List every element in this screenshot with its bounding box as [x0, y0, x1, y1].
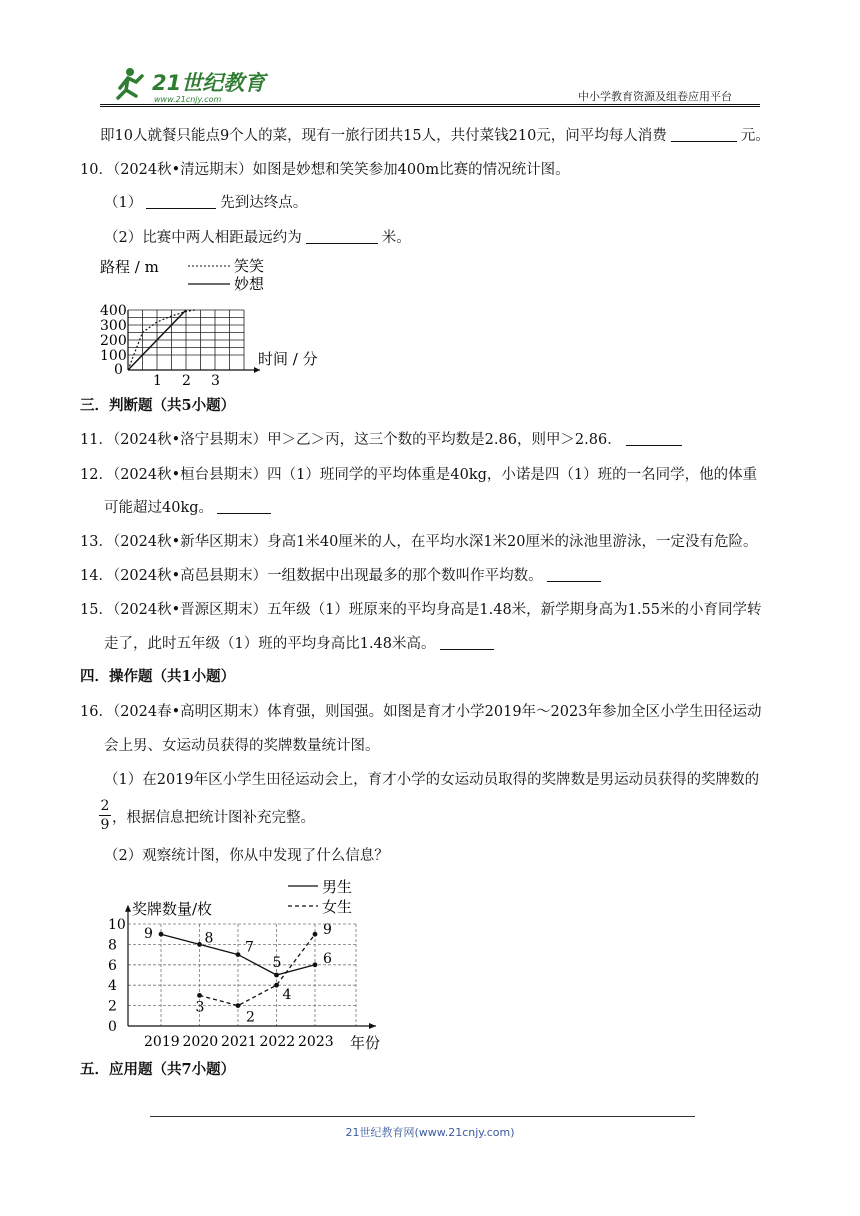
chart2-label-boys: 6 [323, 950, 332, 967]
q10-stem: 10．（2024秋•清远期末）如图是妙想和笑笑参加400m比赛的情况统计图。 [80, 162, 570, 178]
chart2-label-girls: 4 [282, 987, 292, 1004]
q10-part1 [104, 193, 307, 213]
chart2-point-boys [274, 973, 279, 978]
q16-part1-line1: （1）在2019年区小学生田径运动会上，育才小学的女运动员取得的奖牌数是男运动员获得的奖牌数的 [104, 772, 760, 788]
q10-p2-suffix: 米。 [381, 230, 411, 246]
q12-line2-text: 可能超过40kg。 [104, 500, 214, 516]
race-distance-chart [100, 254, 340, 388]
logo-text: 21世纪教育 [152, 71, 266, 95]
chart2-legend-girls-label: 女生 [322, 898, 353, 916]
chart2-point-boys [159, 932, 164, 937]
chart2-x-arrow [369, 1023, 376, 1029]
q12-line1: 12．（2024秋•桓台县期末）四（1）班同学的平均体重是40kg，小诺是四（1）班的一名同学，他的体重 [80, 467, 758, 483]
chart1-x-tick-label: 1 [153, 373, 162, 388]
chart2-y-tick-label: 2 [108, 998, 117, 1015]
chart2-x-tick-label: 2021 [221, 1034, 257, 1050]
chart2-point-girls [236, 1003, 241, 1008]
answer-blank[interactable] [306, 229, 378, 244]
chart2-point-boys [197, 942, 202, 947]
q12-line2 [104, 498, 275, 518]
q15-line1: 15．（2024秋•晋源区期末）五年级（1）班原来的平均身高是1.48米，新学期身高为1.55米的小育同学转 [80, 602, 762, 618]
chart2-label-boys: 7 [245, 939, 254, 956]
q10-p1-prefix: （1） [104, 195, 143, 211]
q11-text: 11．（2024秋•洛宁县期末）甲＞乙＞丙，这三个数的平均数是2.86，则甲＞2.86． [80, 432, 622, 448]
q10-p1-suffix: 先到达终点。 [220, 195, 308, 211]
q14 [80, 566, 605, 586]
q9-tail [100, 126, 770, 146]
chart1-xlabel: 时间 / 分 [258, 350, 318, 368]
chart2-x-tick-label: 2023 [298, 1034, 334, 1050]
fraction-numerator: 2 [100, 798, 110, 814]
chart2-y-tick-label: 4 [108, 978, 117, 995]
chart1-origin: 0 [114, 362, 123, 378]
fraction-two-ninths [98, 798, 112, 833]
q15-line2 [104, 634, 498, 654]
q16-part1-line2: ，根据信息把统计图补充完整。 [112, 810, 315, 826]
section-3-title: 三．判断题（共5小题） [80, 397, 236, 414]
answer-blank[interactable] [671, 127, 737, 142]
chart2-y-arrow [125, 905, 131, 912]
header-divider-2 [100, 106, 760, 107]
chart2-y-tick-label: 10 [108, 917, 126, 933]
answer-blank[interactable] [547, 567, 601, 582]
section-5-title: 五．应用题（共7小题） [80, 1061, 236, 1078]
chart2-label-girls: 2 [246, 1009, 255, 1026]
runner-logo-icon [118, 68, 142, 98]
answer-blank[interactable] [440, 635, 494, 650]
chart2-point-girls [313, 932, 318, 937]
q9-unit: 元。 [740, 128, 770, 144]
chart2-x-tick-label: 2022 [259, 1034, 296, 1050]
q10-p2-prefix: （2）比赛中两人相距最远约为 [104, 230, 302, 246]
q9-text: 即10人就餐只能点9个人的菜，现有一旅行团共15人，共付菜钱210元，问平均每人消费 [100, 128, 667, 144]
header-divider [100, 104, 760, 105]
chart2-y-tick-label: 6 [108, 957, 117, 974]
chart2-x-tick-label: 2020 [182, 1034, 219, 1050]
q11 [80, 430, 686, 450]
chart2-point-girls [274, 983, 279, 988]
chart2-label-boys: 8 [204, 930, 214, 947]
chart2-point-girls [197, 993, 202, 998]
chart2-point-boys [313, 962, 318, 967]
chart2-label-girls: 9 [323, 922, 332, 939]
q16-line2: 会上男、女运动员获得的奖牌数量统计图。 [104, 738, 380, 754]
site-logo [112, 62, 272, 106]
chart1-y-tick-label: 200 [100, 333, 127, 349]
chart1-x-tick-label: 3 [211, 373, 220, 388]
chart1-legend-xiaoxiao-label: 笑笑 [234, 257, 265, 275]
fraction-denominator: 9 [100, 817, 110, 833]
q16-part2: （2）观察统计图，你从中发现了什么信息？ [104, 848, 389, 864]
chart1-ylabel: 路程 / m [100, 258, 159, 276]
chart1-y-tick-label: 100 [100, 348, 127, 364]
chart1-x-tick-label: 2 [182, 373, 191, 388]
fraction-bar [99, 815, 111, 816]
answer-blank[interactable] [146, 194, 216, 209]
medal-count-chart [100, 872, 400, 1054]
logo-url: www.21cnjy.com [154, 95, 222, 104]
chart1-y-tick-label: 400 [100, 303, 127, 319]
q15-line2-text: 走了，此时五年级（1）班的平均身高比1.48米高。 [104, 636, 436, 652]
chart1-legend-miaoxiang-label: 妙想 [234, 275, 265, 293]
footer-divider [150, 1116, 695, 1117]
answer-blank[interactable] [626, 431, 682, 446]
chart2-x-tick-label: 2019 [144, 1034, 180, 1050]
chart2-y-tick-label: 8 [108, 937, 117, 954]
platform-name: 中小学教育资源及组卷应用平台 [578, 90, 732, 103]
chart2-ylabel: 奖牌数量/枚 [132, 900, 213, 918]
q14-text: 14．（2024秋•高邑县期末）一组数据中出现最多的那个数叫作平均数。 [80, 568, 543, 584]
chart2-y-tick-label: 0 [108, 1019, 117, 1035]
chart2-label-boys: 9 [144, 926, 153, 943]
footer-text: 21世纪教育网(www.21cnjy.com) [345, 1126, 515, 1139]
q16-line1: 16．（2024春•高明区期末）体育强，则国强。如图是育才小学2019年～2023年参加全区小学生田径运动 [80, 704, 762, 720]
section-4-title: 四．操作题（共1小题） [80, 668, 236, 685]
chart2-legend-boys-label: 男生 [322, 878, 353, 896]
chart2-xlabel: 年份 [350, 1034, 381, 1052]
q13: 13．（2024秋•新华区期末）身高1米40厘米的人，在平均水深1米20厘米的泳池里游泳，一定没有危险。 [80, 534, 758, 550]
chart2-label-boys: 5 [272, 955, 282, 971]
chart1-y-tick-label: 300 [100, 318, 127, 334]
q10-part2 [104, 228, 411, 248]
answer-blank[interactable] [217, 499, 271, 514]
chart2-label-girls: 3 [195, 999, 205, 1016]
chart2-point-boys [236, 952, 241, 957]
